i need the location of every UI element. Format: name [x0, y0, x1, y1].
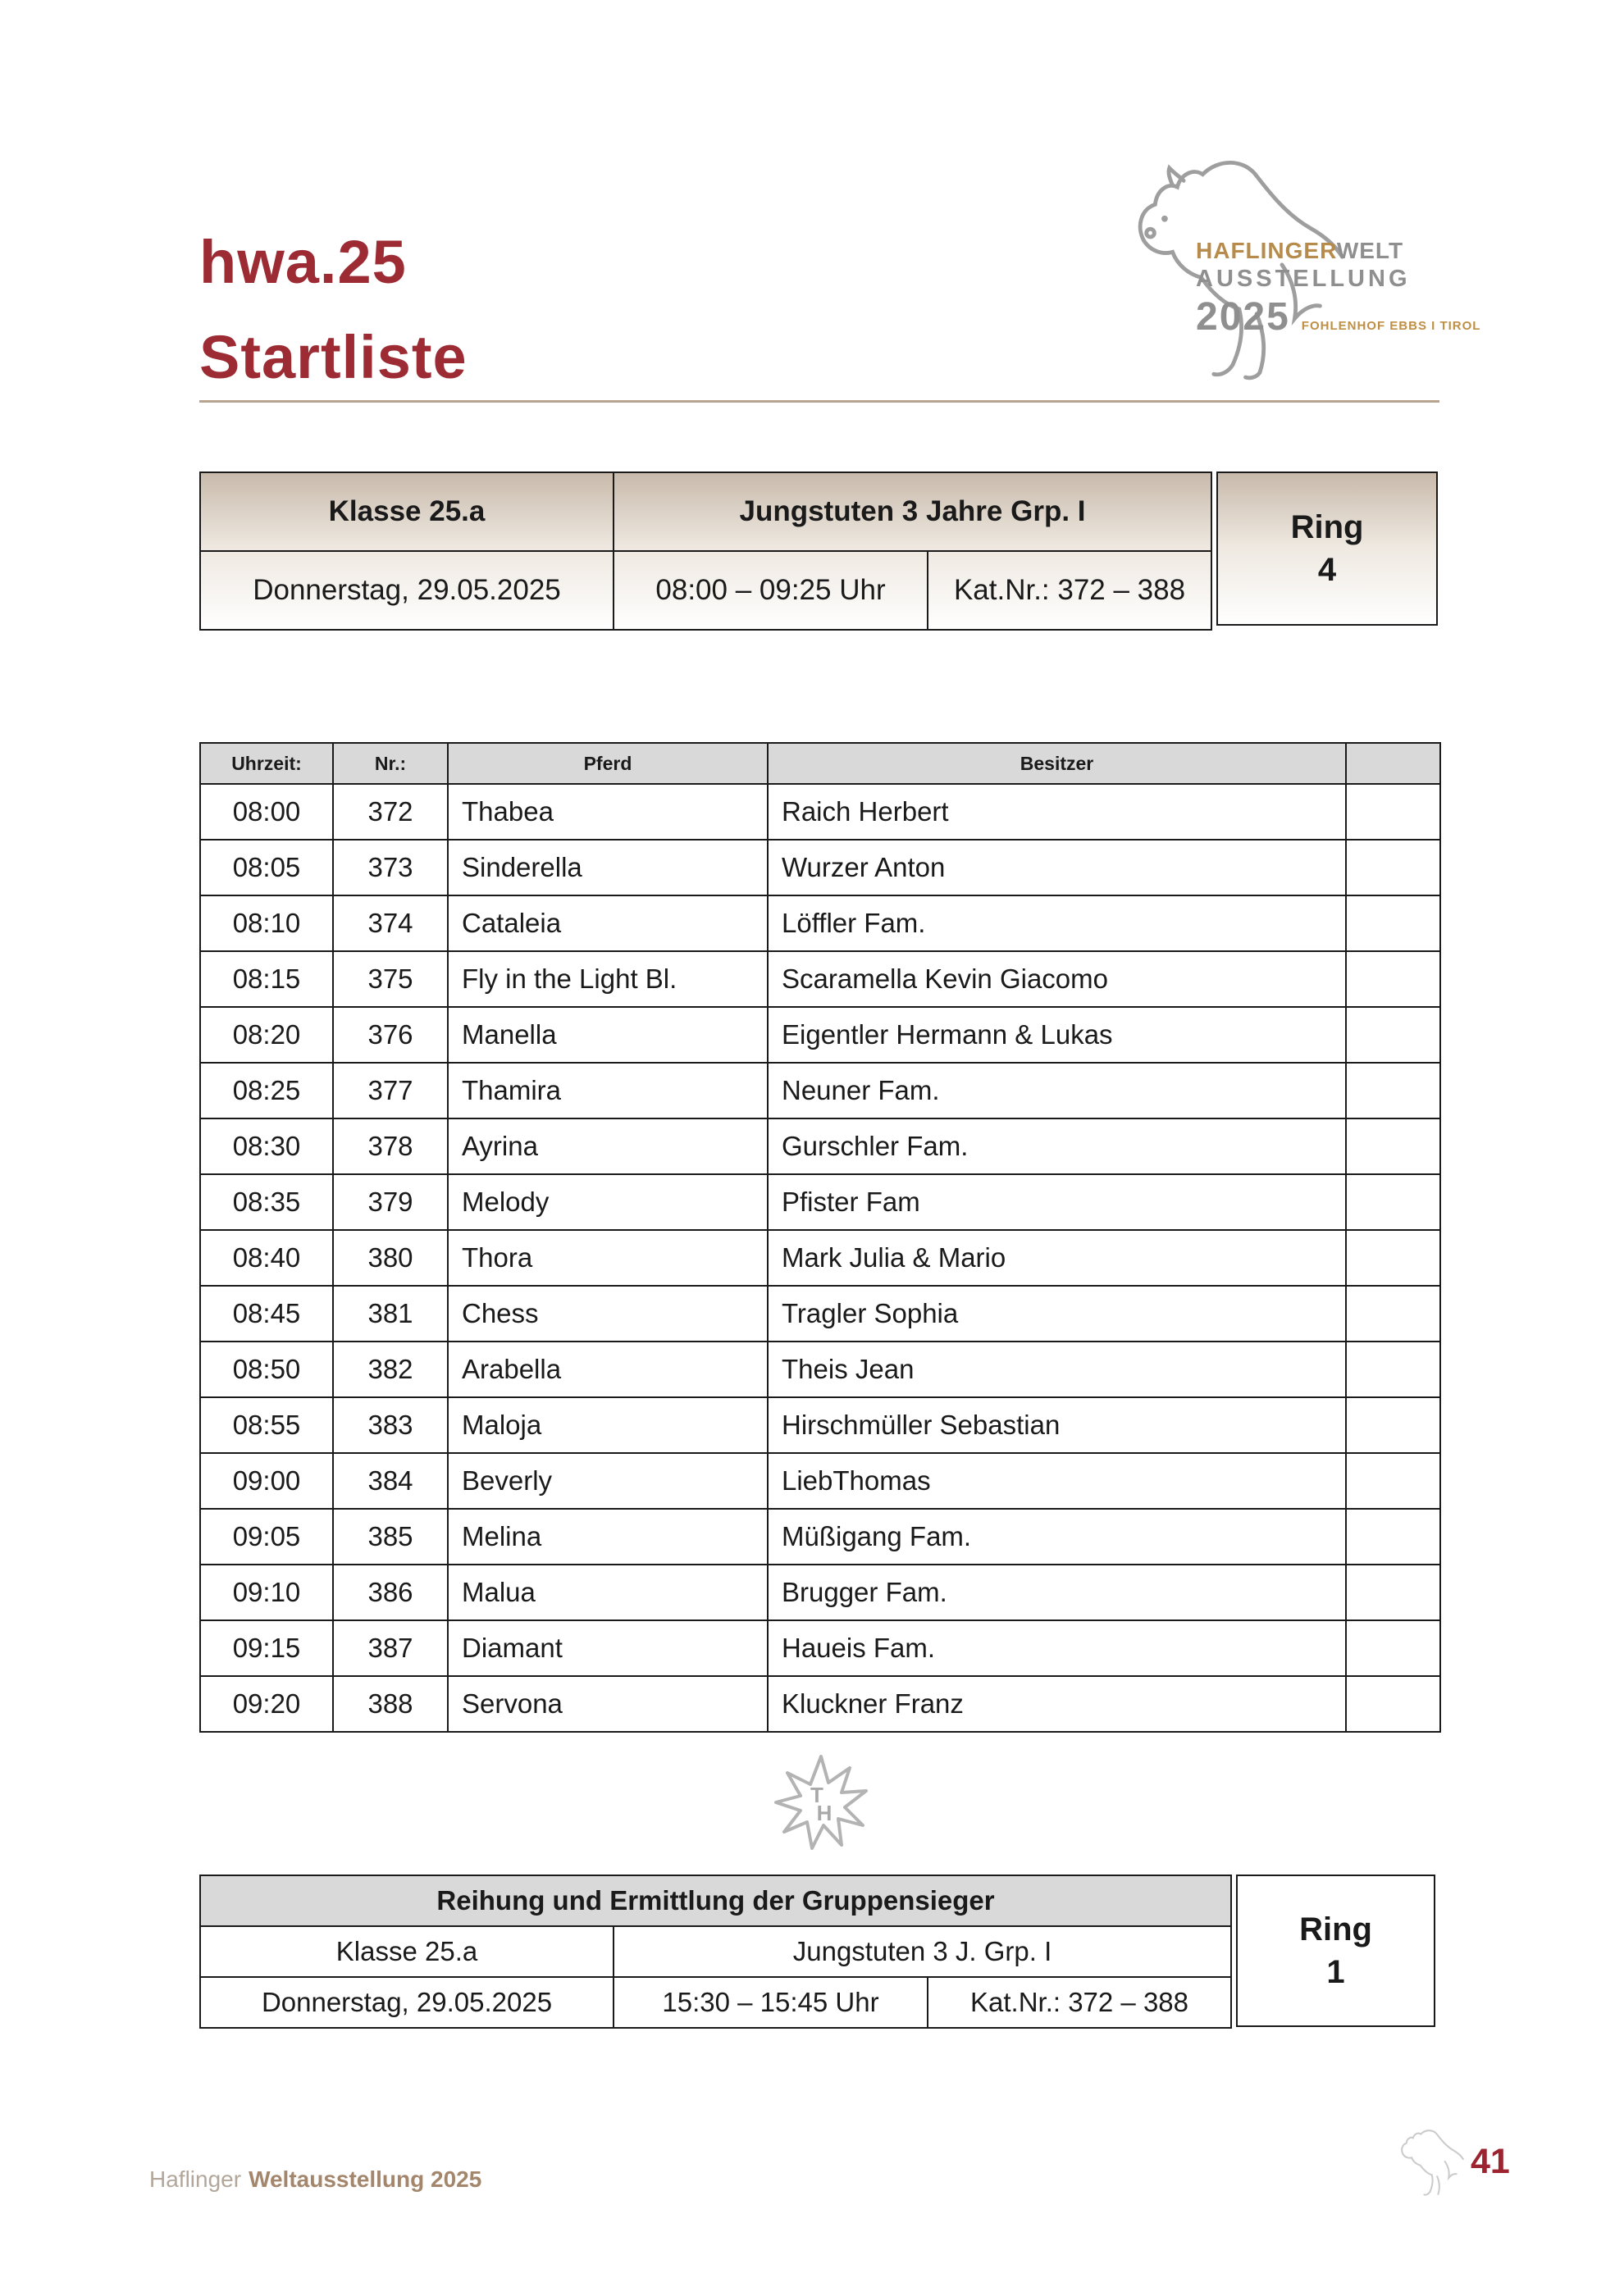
ranking-row-2: [200, 1926, 1231, 1977]
cell-note: [1346, 1620, 1440, 1676]
session-table: [199, 472, 1212, 631]
cell-owner: Mark Julia & Mario: [768, 1230, 1346, 1286]
cell-nr: 378: [333, 1118, 448, 1174]
cell-owner: Theis Jean: [768, 1342, 1346, 1397]
cell-note: [1346, 1286, 1440, 1342]
cell-note: [1346, 1007, 1440, 1063]
session-catalog: Kat.Nr.: 372 – 388: [928, 551, 1211, 630]
ring-badge-ranking: [1236, 1875, 1435, 2027]
logo-word-ausstellung: AUSSTELLUNG: [1196, 266, 1411, 292]
table-row: [200, 895, 1440, 951]
cell-horse: Thora: [448, 1230, 768, 1286]
cell-owner: Müßigang Fam.: [768, 1509, 1346, 1565]
cell-time: 08:15: [200, 951, 333, 1007]
cell-owner: LiebThomas: [768, 1453, 1346, 1509]
cell-owner: Neuner Fam.: [768, 1063, 1346, 1118]
logo-line3: [1196, 294, 1481, 339]
cell-horse: Sinderella: [448, 840, 768, 895]
ranking-catalog: Kat.Nr.: 372 – 388: [928, 1977, 1231, 2028]
cell-note: [1346, 1676, 1440, 1732]
cell-horse: Beverly: [448, 1453, 768, 1509]
cell-nr: 384: [333, 1453, 448, 1509]
table-row: [200, 1453, 1440, 1509]
cell-horse: Diamant: [448, 1620, 768, 1676]
cell-nr: 374: [333, 895, 448, 951]
ranking-section: [199, 1875, 1435, 2029]
cell-note: [1346, 1509, 1440, 1565]
cell-nr: 386: [333, 1565, 448, 1620]
cell-owner: Tragler Sophia: [768, 1286, 1346, 1342]
session-date: Donnerstag, 29.05.2025: [200, 551, 614, 630]
cell-owner: Wurzer Anton: [768, 840, 1346, 895]
col-header-note: [1346, 743, 1440, 784]
brand-star-ornament: [769, 1750, 873, 1857]
cell-owner: Raich Herbert: [768, 784, 1346, 840]
monogram-t: T: [810, 1783, 823, 1807]
ring-label: Ring: [1299, 1911, 1372, 1947]
cell-owner: Eigentler Hermann & Lukas: [768, 1007, 1346, 1063]
start-table: [199, 742, 1441, 1733]
header-divider: [199, 400, 1439, 403]
ranking-title: Reihung und Ermittlung der Gruppensieger: [200, 1875, 1231, 1926]
cell-note: [1346, 1063, 1440, 1118]
table-row: [200, 1118, 1440, 1174]
cell-note: [1346, 1397, 1440, 1453]
start-table-header-row: [200, 743, 1440, 784]
cell-owner: Löffler Fam.: [768, 895, 1346, 951]
ring-number: 4: [1317, 552, 1337, 588]
session-row-2: [200, 551, 1211, 630]
cell-owner: Hirschmüller Sebastian: [768, 1397, 1346, 1453]
cell-nr: 375: [333, 951, 448, 1007]
cell-nr: 372: [333, 784, 448, 840]
cell-nr: 388: [333, 1676, 448, 1732]
col-header-nr: Nr.:: [333, 743, 448, 784]
logo-word-welt: WELT: [1336, 238, 1404, 263]
cell-horse: Servona: [448, 1676, 768, 1732]
cell-nr: 381: [333, 1286, 448, 1342]
cell-time: 09:05: [200, 1509, 333, 1565]
start-table-body: [200, 784, 1440, 1732]
cell-horse: Manella: [448, 1007, 768, 1063]
cell-time: 08:20: [200, 1007, 333, 1063]
cell-horse: Thabea: [448, 784, 768, 840]
session-time: 08:00 – 09:25 Uhr: [614, 551, 928, 630]
cell-horse: Fly in the Light Bl.: [448, 951, 768, 1007]
session-class: Klasse 25.a: [200, 472, 614, 551]
cell-horse: Thamira: [448, 1063, 768, 1118]
footer-brand-strong: Weltausstellung 2025: [249, 2166, 482, 2192]
footer-brand-light: Haflinger: [149, 2166, 242, 2192]
ranking-date: Donnerstag, 29.05.2025: [200, 1977, 614, 2028]
cell-horse: Melody: [448, 1174, 768, 1230]
cell-nr: 382: [333, 1342, 448, 1397]
cell-note: [1346, 1453, 1440, 1509]
ring-number: 1: [1326, 1954, 1345, 1990]
cell-note: [1346, 1118, 1440, 1174]
cell-note: [1346, 951, 1440, 1007]
cell-nr: 383: [333, 1397, 448, 1453]
logo-word-haflinger: HAFLINGER: [1196, 238, 1337, 263]
ranking-time: 15:30 – 15:45 Uhr: [614, 1977, 928, 2028]
table-row: [200, 840, 1440, 895]
page-title-line1: hwa.25: [199, 228, 407, 296]
table-row: [200, 1174, 1440, 1230]
cell-time: 08:55: [200, 1397, 333, 1453]
ranking-class: Klasse 25.a: [200, 1926, 614, 1977]
ranking-group: Jungstuten 3 J. Grp. I: [614, 1926, 1231, 1977]
col-header-owner: Besitzer: [768, 743, 1346, 784]
cell-horse: Melina: [448, 1509, 768, 1565]
table-row: [200, 1509, 1440, 1565]
cell-horse: Malua: [448, 1565, 768, 1620]
cell-time: 08:10: [200, 895, 333, 951]
cell-horse: Maloja: [448, 1397, 768, 1453]
table-row: [200, 1397, 1440, 1453]
page-number: 41: [1471, 2142, 1510, 2181]
footer-horse-icon: [1394, 2117, 1467, 2207]
cell-time: 08:30: [200, 1118, 333, 1174]
ranking-table: [199, 1875, 1232, 2029]
logo-year: 2025: [1196, 295, 1290, 339]
cell-horse: Arabella: [448, 1342, 768, 1397]
edelweiss-brand-star-icon: [769, 1750, 873, 1853]
cell-time: 08:45: [200, 1286, 333, 1342]
cell-note: [1346, 1230, 1440, 1286]
page-title: [199, 215, 468, 405]
ring-label: Ring: [1290, 509, 1364, 545]
cell-nr: 377: [333, 1063, 448, 1118]
session-group: Jungstuten 3 Jahre Grp. I: [614, 472, 1211, 551]
cell-note: [1346, 895, 1440, 951]
cell-time: 09:10: [200, 1565, 333, 1620]
cell-time: 08:25: [200, 1063, 333, 1118]
cell-nr: 379: [333, 1174, 448, 1230]
cell-nr: 373: [333, 840, 448, 895]
cell-nr: 387: [333, 1620, 448, 1676]
cell-time: 08:05: [200, 840, 333, 895]
cell-nr: 385: [333, 1509, 448, 1565]
table-row: [200, 1565, 1440, 1620]
cell-time: 09:00: [200, 1453, 333, 1509]
cell-horse: Chess: [448, 1286, 768, 1342]
logo-venue: FOHLENHOF EBBS I TIROL: [1301, 319, 1481, 333]
logo-line1: [1196, 238, 1442, 264]
col-header-horse: Pferd: [448, 743, 768, 784]
page-title-line2: Startliste: [199, 323, 468, 391]
cell-note: [1346, 784, 1440, 840]
table-row: [200, 1286, 1440, 1342]
cell-note: [1346, 1565, 1440, 1620]
table-row: [200, 1620, 1440, 1676]
cell-owner: Brugger Fam.: [768, 1565, 1346, 1620]
startlist-section: [199, 742, 1441, 1733]
cell-time: 08:50: [200, 1342, 333, 1397]
logo-wordmark: [1196, 238, 1481, 339]
table-row: [200, 951, 1440, 1007]
cell-owner: Kluckner Franz: [768, 1676, 1346, 1732]
session-header: [199, 472, 1438, 631]
cell-horse: Ayrina: [448, 1118, 768, 1174]
cell-nr: 380: [333, 1230, 448, 1286]
ranking-title-row: [200, 1875, 1231, 1926]
table-row: [200, 1342, 1440, 1397]
event-logo: [1115, 138, 1481, 392]
cell-time: 08:00: [200, 784, 333, 840]
table-row: [200, 1007, 1440, 1063]
footer-brand: [149, 2166, 481, 2193]
cell-time: 08:35: [200, 1174, 333, 1230]
cell-time: 09:15: [200, 1620, 333, 1676]
cell-owner: Haueis Fam.: [768, 1620, 1346, 1676]
cell-horse: Cataleia: [448, 895, 768, 951]
cell-time: 08:40: [200, 1230, 333, 1286]
table-row: [200, 1230, 1440, 1286]
table-row: [200, 784, 1440, 840]
table-row: [200, 1063, 1440, 1118]
cell-owner: Pfister Fam: [768, 1174, 1346, 1230]
cell-note: [1346, 1174, 1440, 1230]
cell-owner: Scaramella Kevin Giacomo: [768, 951, 1346, 1007]
session-row-1: [200, 472, 1211, 551]
cell-note: [1346, 840, 1440, 895]
monogram-h: H: [816, 1801, 833, 1825]
ring-badge-session: [1216, 472, 1438, 626]
ranking-row-3: [200, 1977, 1231, 2028]
col-header-time: Uhrzeit:: [200, 743, 333, 784]
cell-note: [1346, 1342, 1440, 1397]
cell-time: 09:20: [200, 1676, 333, 1732]
cell-nr: 376: [333, 1007, 448, 1063]
cell-owner: Gurschler Fam.: [768, 1118, 1346, 1174]
table-row: [200, 1676, 1440, 1732]
